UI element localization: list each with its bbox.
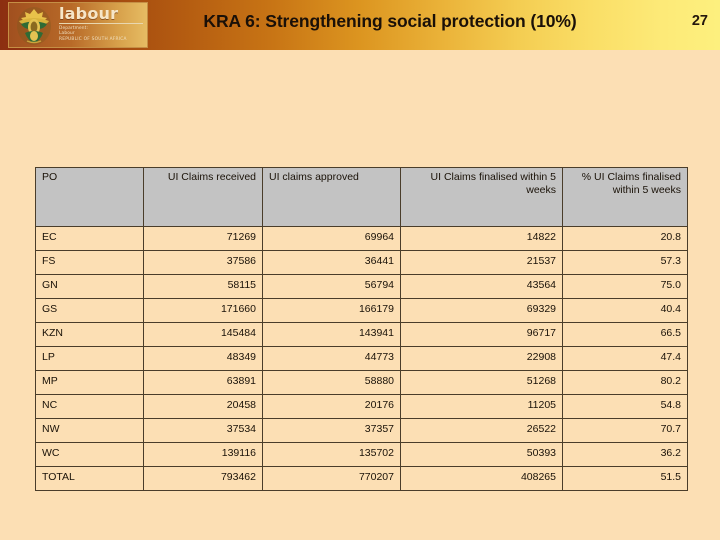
cell-finalised: 26522 — [401, 419, 563, 443]
table-row — [36, 275, 688, 299]
table-row — [36, 323, 688, 347]
logo-department-line: Department: — [59, 26, 89, 31]
cell-po: NW — [36, 419, 144, 443]
cell-received: 37586 — [144, 251, 263, 275]
ui-claims-table — [35, 167, 688, 491]
cell-pct: 47.4 — [563, 347, 688, 371]
cell-po: KZN — [36, 323, 144, 347]
cell-approved: 69964 — [263, 227, 401, 251]
cell-pct: 66.5 — [563, 323, 688, 347]
table-row — [36, 395, 688, 419]
cell-received: 145484 — [144, 323, 263, 347]
cell-received: 58115 — [144, 275, 263, 299]
cell-po: TOTAL — [36, 467, 144, 491]
cell-received: 48349 — [144, 347, 263, 371]
cell-po: WC — [36, 443, 144, 467]
cell-pct: 51.5 — [563, 467, 688, 491]
table-row — [36, 419, 688, 443]
department-of-labour-logo — [8, 2, 148, 48]
cell-received: 71269 — [144, 227, 263, 251]
cell-pct: 75.0 — [563, 275, 688, 299]
cell-po: GS — [36, 299, 144, 323]
logo-text-block — [59, 6, 147, 42]
table-total-row — [36, 467, 688, 491]
table-row — [36, 371, 688, 395]
table-body — [36, 227, 688, 491]
cell-received: 171660 — [144, 299, 263, 323]
south-africa-coat-of-arms-icon — [13, 5, 55, 47]
table-header-row — [36, 168, 688, 227]
table-row — [36, 251, 688, 275]
cell-po: NC — [36, 395, 144, 419]
cell-pct: 40.4 — [563, 299, 688, 323]
cell-approved: 36441 — [263, 251, 401, 275]
column-header-pct: % UI Claims finalised within 5 weeks — [563, 168, 688, 227]
cell-po: FS — [36, 251, 144, 275]
cell-pct: 20.8 — [563, 227, 688, 251]
logo-wordmark: labour — [59, 4, 119, 23]
slide-banner — [0, 0, 720, 50]
cell-approved: 135702 — [263, 443, 401, 467]
cell-po: EC — [36, 227, 144, 251]
cell-pct: 57.3 — [563, 251, 688, 275]
column-header-approved: UI claims approved — [263, 168, 401, 227]
slide-number: 27 — [691, 13, 708, 29]
cell-finalised: 50393 — [401, 443, 563, 467]
cell-finalised: 11205 — [401, 395, 563, 419]
cell-finalised: 408265 — [401, 467, 563, 491]
cell-po: LP — [36, 347, 144, 371]
logo-labour-line: Labour — [59, 31, 75, 37]
cell-pct: 80.2 — [563, 371, 688, 395]
cell-received: 20458 — [144, 395, 263, 419]
cell-pct: 36.2 — [563, 443, 688, 467]
cell-po: MP — [36, 371, 144, 395]
column-header-received: UI Claims received — [144, 168, 263, 227]
page-title: KRA 6: Strengthening social protection (10%) — [203, 11, 577, 31]
table-row — [36, 299, 688, 323]
cell-approved: 56794 — [263, 275, 401, 299]
cell-approved: 770207 — [263, 467, 401, 491]
cell-approved: 143941 — [263, 323, 401, 347]
cell-finalised: 51268 — [401, 371, 563, 395]
cell-approved: 58880 — [263, 371, 401, 395]
cell-finalised: 43564 — [401, 275, 563, 299]
column-header-po: PO — [36, 168, 144, 227]
cell-received: 793462 — [144, 467, 263, 491]
cell-received: 37534 — [144, 419, 263, 443]
cell-finalised: 96717 — [401, 323, 563, 347]
cell-finalised: 14822 — [401, 227, 563, 251]
logo-country-line: REPUBLIC OF SOUTH AFRICA — [59, 36, 127, 42]
cell-approved: 166179 — [263, 299, 401, 323]
cell-received: 63891 — [144, 371, 263, 395]
cell-finalised: 21537 — [401, 251, 563, 275]
table-row — [36, 347, 688, 371]
table-row — [36, 227, 688, 251]
cell-approved: 20176 — [263, 395, 401, 419]
cell-received: 139116 — [144, 443, 263, 467]
column-header-finalised: UI Claims finalised within 5 weeks — [401, 168, 563, 227]
cell-finalised: 69329 — [401, 299, 563, 323]
table-row — [36, 443, 688, 467]
cell-pct: 54.8 — [563, 395, 688, 419]
cell-approved: 37357 — [263, 419, 401, 443]
logo-divider — [59, 23, 143, 24]
cell-finalised: 22908 — [401, 347, 563, 371]
cell-pct: 70.7 — [563, 419, 688, 443]
cell-approved: 44773 — [263, 347, 401, 371]
cell-po: GN — [36, 275, 144, 299]
